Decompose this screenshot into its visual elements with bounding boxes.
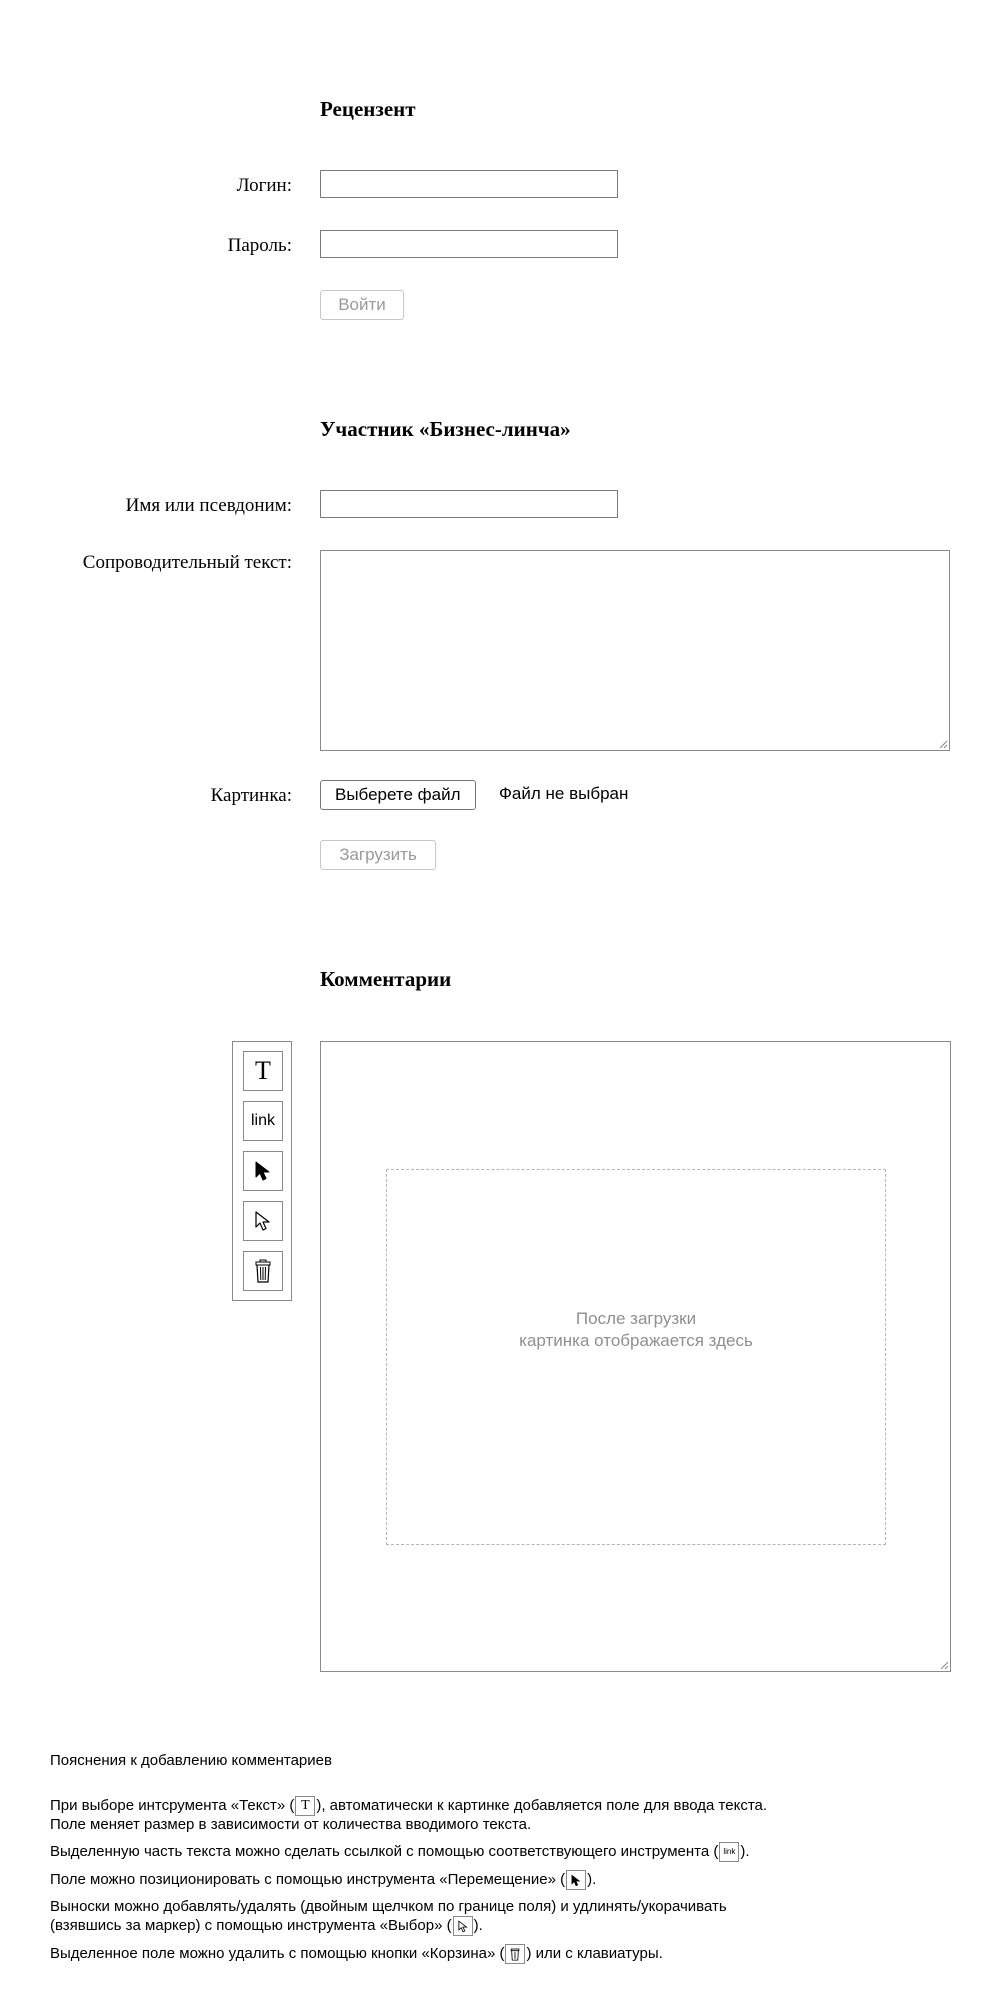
trash-tool-button[interactable] bbox=[243, 1251, 283, 1291]
text-tool-button[interactable] bbox=[243, 1051, 283, 1091]
note-move-tool-after: ). bbox=[587, 1870, 597, 1888]
select-cursor-icon bbox=[253, 1210, 273, 1232]
move-tool-button[interactable] bbox=[243, 1151, 283, 1191]
name-label: Имя или псевдоним: bbox=[125, 495, 292, 516]
comment-canvas[interactable] bbox=[320, 1041, 951, 1672]
note-link-tool-after: ). bbox=[740, 1842, 750, 1860]
cover-text-area[interactable] bbox=[320, 550, 950, 751]
note-text-tool-before: При выборе интсрумента «Текст» ( bbox=[50, 1796, 295, 1814]
name-input[interactable] bbox=[320, 490, 618, 518]
link-tool-icon: link bbox=[250, 1112, 275, 1129]
note-move-tool-before: Поле можно позиционировать с помощью инструмента «Перемещение» ( bbox=[50, 1870, 566, 1888]
password-input[interactable] bbox=[320, 230, 618, 258]
choose-file-button[interactable]: Выберете файл bbox=[320, 780, 476, 810]
link-tool-icon: link bbox=[719, 1842, 739, 1862]
file-status: Файл не выбран bbox=[499, 784, 629, 803]
link-tool-button[interactable] bbox=[243, 1101, 283, 1141]
select-tool-button[interactable] bbox=[243, 1201, 283, 1241]
note-link-tool bbox=[50, 1842, 950, 1862]
cover-text-label: Сопроводительный текст: bbox=[82, 552, 292, 573]
note-link-tool-before: Выделенную часть текста можно сделать ссылкой с помощью соответствующего инструмента ( bbox=[50, 1842, 719, 1860]
login-input[interactable] bbox=[320, 170, 618, 198]
password-label: Пароль: bbox=[227, 235, 292, 256]
participant-heading: Участник «Бизнес-линча» bbox=[320, 417, 571, 441]
trash-icon bbox=[505, 1944, 525, 1964]
note-select-tool-after: ). bbox=[473, 1916, 483, 1934]
text-tool-icon: T bbox=[255, 1056, 271, 1085]
upload-button[interactable]: Загрузить bbox=[320, 840, 436, 870]
image-dropzone bbox=[386, 1169, 886, 1545]
login-button[interactable]: Войти bbox=[320, 290, 404, 320]
trash-icon bbox=[254, 1259, 272, 1283]
picture-label: Картинка: bbox=[210, 785, 292, 806]
note-text-tool bbox=[50, 1796, 950, 1834]
text-tool-icon: T bbox=[295, 1796, 315, 1816]
note-trash-tool-before: Выделенное поле можно удалить с помощью кнопки «Корзина» ( bbox=[50, 1944, 505, 1962]
note-select-tool-line1: Выноски можно добавлять/удалять (двойным щелчком по границе поля) и удлинять/укорачивать bbox=[50, 1898, 727, 1915]
instructions-title: Пояснения к добавлению комментариев bbox=[50, 1752, 332, 1769]
note-move-tool bbox=[50, 1870, 950, 1890]
comment-instructions bbox=[50, 1752, 950, 1972]
note-select-tool bbox=[50, 1898, 950, 1936]
resize-grip-icon[interactable] bbox=[940, 1661, 949, 1670]
select-cursor-icon bbox=[453, 1916, 473, 1936]
image-placeholder bbox=[387, 1308, 885, 1352]
comment-toolbar bbox=[232, 1041, 292, 1301]
note-trash-tool bbox=[50, 1944, 950, 1964]
note-text-tool-line2: Поле меняет размер в зависимости от количества вводимого текста. bbox=[50, 1816, 532, 1833]
note-select-tool-before: (взявшись за маркер) с помощью инструмента «Выбор» ( bbox=[50, 1916, 452, 1934]
move-cursor-icon bbox=[253, 1160, 273, 1182]
placeholder-line-2: картинка отображается здесь bbox=[519, 1331, 753, 1350]
note-text-tool-after: ), автоматически к картинке добавляется поле для ввода текста. bbox=[316, 1796, 768, 1814]
comments-heading: Комментарии bbox=[320, 967, 452, 991]
resize-grip-icon[interactable] bbox=[939, 740, 948, 749]
login-label: Логин: bbox=[236, 175, 292, 196]
placeholder-line-1: После загрузки bbox=[575, 1309, 697, 1328]
note-trash-tool-after: ) или с клавиатуры. bbox=[526, 1944, 663, 1962]
reviewer-heading: Рецензент bbox=[320, 97, 416, 121]
move-cursor-icon bbox=[566, 1870, 586, 1890]
